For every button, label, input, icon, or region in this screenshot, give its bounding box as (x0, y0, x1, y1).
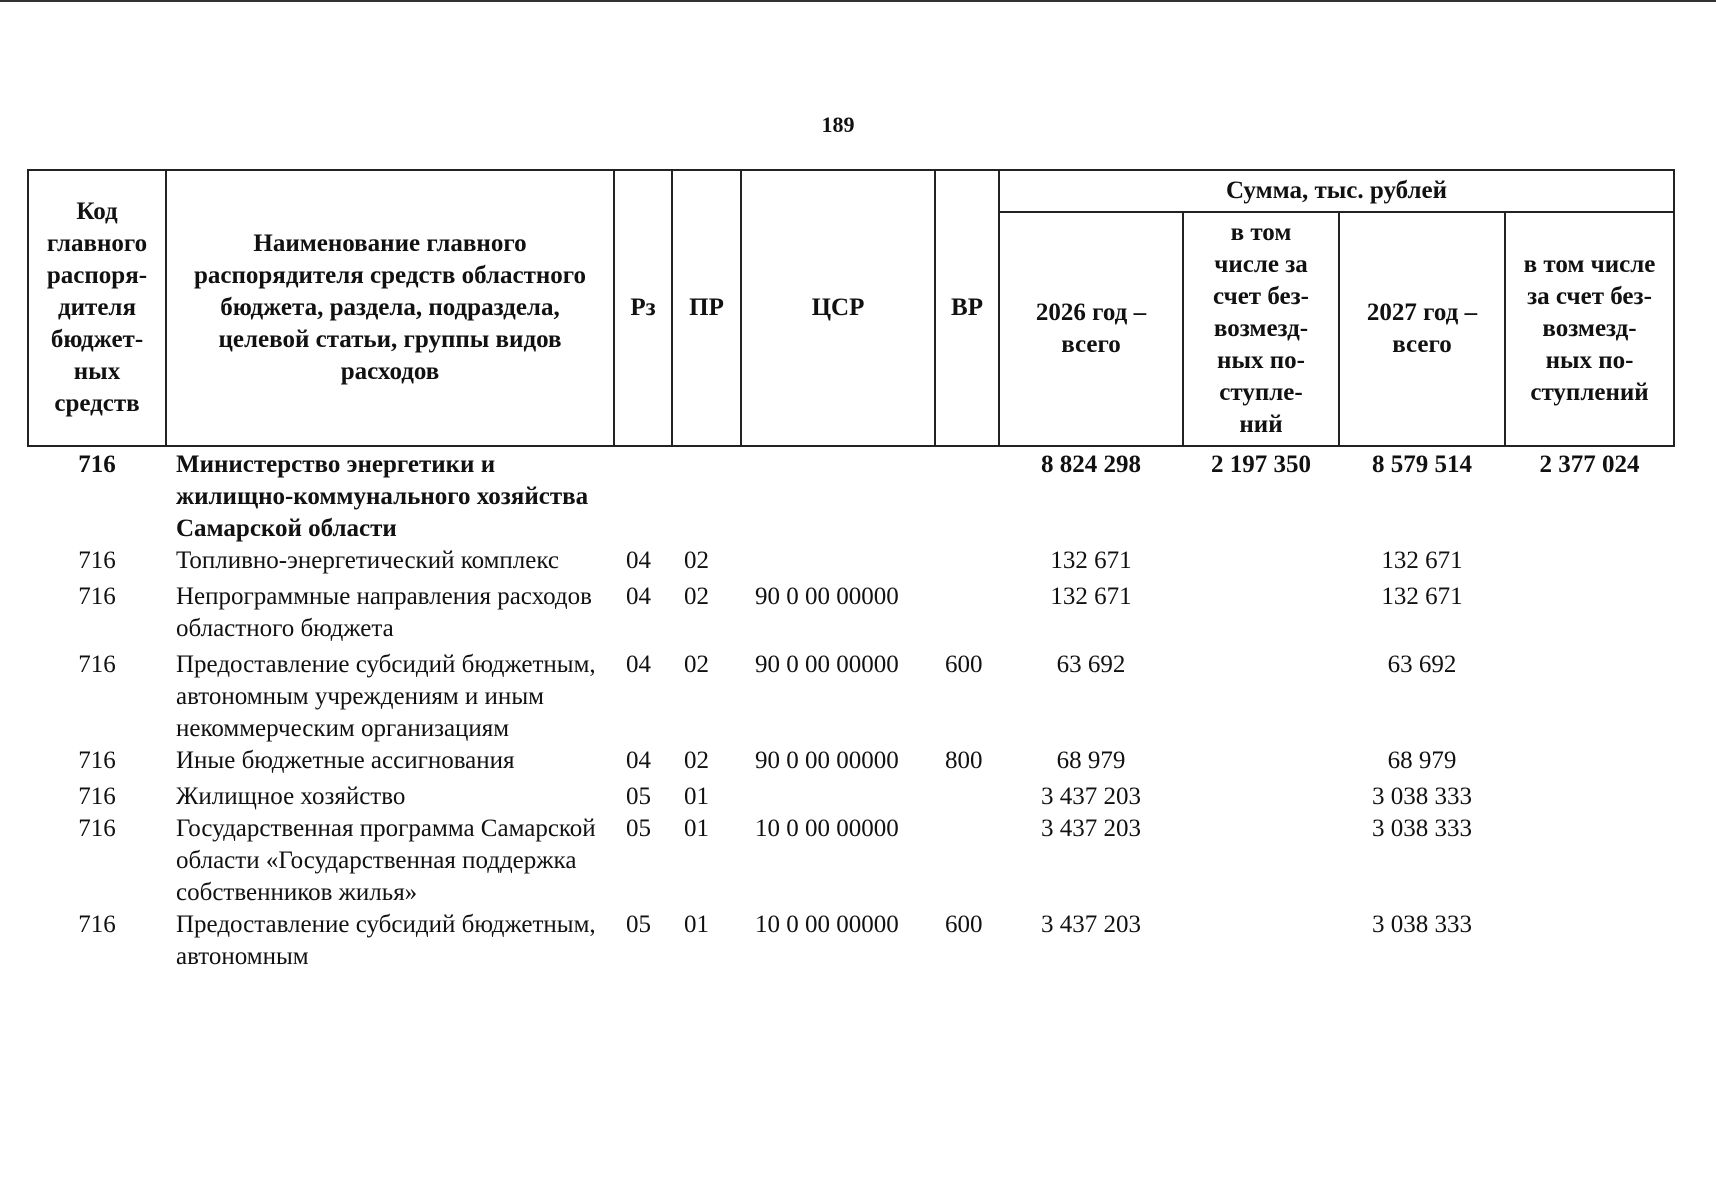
cell-2026-free (1183, 781, 1339, 813)
cell-rz: 05 (626, 815, 651, 842)
cell-csr (741, 545, 935, 581)
cell-2027-free (1505, 813, 1674, 909)
cell-2026-total: 3 437 203 (1041, 911, 1141, 938)
cell-name: Министерство энергетики и жилищно-коммунального хозяйства Самарской области (176, 451, 589, 542)
cell-2026-total: 68 979 (1056, 747, 1126, 774)
cell-kod: 716 (78, 783, 116, 810)
cell-rz: 04 (626, 583, 651, 610)
header-kod: Код главного распоря-дителя бюджет-ных средств (28, 170, 166, 446)
table-row (28, 649, 1674, 745)
cell-rz: 05 (626, 911, 651, 938)
cell-vr (935, 813, 999, 909)
table-row (28, 446, 1674, 545)
cell-pr: 01 (684, 783, 709, 810)
header-2027-total: 2027 год – всего (1339, 212, 1505, 446)
cell-2027-free (1505, 745, 1674, 781)
cell-rz (614, 446, 672, 545)
cell-2026-free (1183, 745, 1339, 781)
table-row (28, 545, 1674, 581)
cell-2027-free (1505, 545, 1674, 581)
cell-2026-free (1183, 649, 1339, 745)
cell-name: Топливно-энергетический комплекс (176, 547, 559, 574)
cell-rz: 04 (626, 747, 651, 774)
cell-2027-total: 68 979 (1387, 747, 1457, 774)
cell-pr: 02 (684, 547, 709, 574)
cell-rz: 05 (626, 783, 651, 810)
cell-2027-total: 3 038 333 (1372, 815, 1472, 842)
cell-csr: 90 0 00 00000 (755, 651, 899, 678)
cell-2026-free (1183, 545, 1339, 581)
cell-2026-total: 8 824 298 (1041, 451, 1141, 478)
cell-vr: 600 (945, 911, 983, 938)
table-row (28, 581, 1674, 649)
cell-csr: 10 0 00 00000 (755, 815, 899, 842)
cell-vr (935, 446, 999, 545)
table-header (28, 170, 1674, 446)
cell-vr (935, 545, 999, 581)
cell-2027-total: 8 579 514 (1372, 451, 1472, 478)
cell-pr: 02 (684, 583, 709, 610)
cell-2027-free: 2 377 024 (1539, 451, 1640, 478)
table-row (28, 781, 1674, 813)
cell-2027-free (1505, 781, 1674, 813)
cell-csr: 10 0 00 00000 (755, 911, 899, 938)
cell-2026-total: 3 437 203 (1041, 815, 1141, 842)
cell-rz: 04 (626, 651, 651, 678)
header-rz: Рз (614, 170, 672, 446)
cell-2026-total: 3 437 203 (1041, 783, 1141, 810)
scan-top-edge (0, 0, 1716, 2)
cell-2027-total: 63 692 (1387, 651, 1457, 678)
cell-name: Непрограммные направления расходов областного бюджета (176, 583, 592, 642)
header-pr: ПР (672, 170, 741, 446)
cell-csr: 90 0 00 00000 (755, 583, 899, 610)
cell-name: Государственная программа Самарской области «Государственная поддержка собственников жилья» (176, 815, 596, 906)
cell-pr: 01 (684, 815, 709, 842)
header-sum-group: Сумма, тыс. рублей (999, 170, 1674, 212)
cell-csr (741, 446, 935, 545)
cell-pr: 02 (684, 651, 709, 678)
budget-table (27, 169, 1675, 973)
cell-name: Предоставление субсидий бюджетным, автономным (176, 911, 596, 970)
header-2026-free: в том числе за счет без-возмезд-ных по-ступле-ний (1183, 212, 1339, 446)
cell-2027-free (1505, 909, 1674, 973)
cell-vr (935, 581, 999, 649)
header-name: Наименование главного распорядителя средств областного бюджета, раздела, подраздела, целевой статьи, группы видов расходов (166, 170, 614, 446)
table-row (28, 813, 1674, 909)
cell-2027-total: 132 671 (1381, 547, 1463, 574)
cell-kod: 716 (78, 451, 116, 478)
cell-2026-total: 63 692 (1056, 651, 1126, 678)
cell-kod: 716 (78, 815, 116, 842)
cell-2027-total: 3 038 333 (1372, 911, 1472, 938)
header-csr: ЦСР (741, 170, 935, 446)
cell-kod: 716 (78, 747, 116, 774)
cell-name: Предоставление субсидий бюджетным, автономным учреждениям и иным некоммерческим организациям (176, 651, 596, 742)
cell-2026-free (1183, 813, 1339, 909)
header-vr: ВР (935, 170, 999, 446)
cell-2026-free (1183, 581, 1339, 649)
cell-rz: 04 (626, 547, 651, 574)
cell-kod: 716 (78, 911, 116, 938)
table-row (28, 909, 1674, 973)
table-row (28, 745, 1674, 781)
cell-2027-total: 3 038 333 (1372, 783, 1472, 810)
cell-pr (672, 446, 741, 545)
cell-csr: 90 0 00 00000 (755, 747, 899, 774)
cell-name: Иные бюджетные ассигнования (176, 747, 515, 774)
cell-pr: 02 (684, 747, 709, 774)
cell-2026-total: 132 671 (1050, 583, 1132, 610)
cell-vr: 600 (945, 651, 983, 678)
header-2026-total: 2026 год – всего (999, 212, 1183, 446)
cell-2027-free (1505, 649, 1674, 745)
cell-2026-total: 132 671 (1050, 547, 1132, 574)
cell-kod: 716 (78, 547, 116, 574)
page-number: 189 (821, 112, 855, 137)
cell-vr: 800 (945, 747, 983, 774)
cell-pr: 01 (684, 911, 709, 938)
cell-csr (741, 781, 935, 813)
cell-kod: 716 (78, 583, 116, 610)
cell-2027-free (1505, 581, 1674, 649)
cell-name: Жилищное хозяйство (176, 783, 406, 810)
header-2027-free: в том числе за счет без-возмезд-ных по-ступлений (1505, 212, 1674, 446)
cell-2026-free: 2 197 350 (1211, 451, 1311, 478)
cell-2026-free (1183, 909, 1339, 973)
cell-kod: 716 (78, 651, 116, 678)
cell-2027-total: 132 671 (1381, 583, 1463, 610)
cell-vr (935, 781, 999, 813)
